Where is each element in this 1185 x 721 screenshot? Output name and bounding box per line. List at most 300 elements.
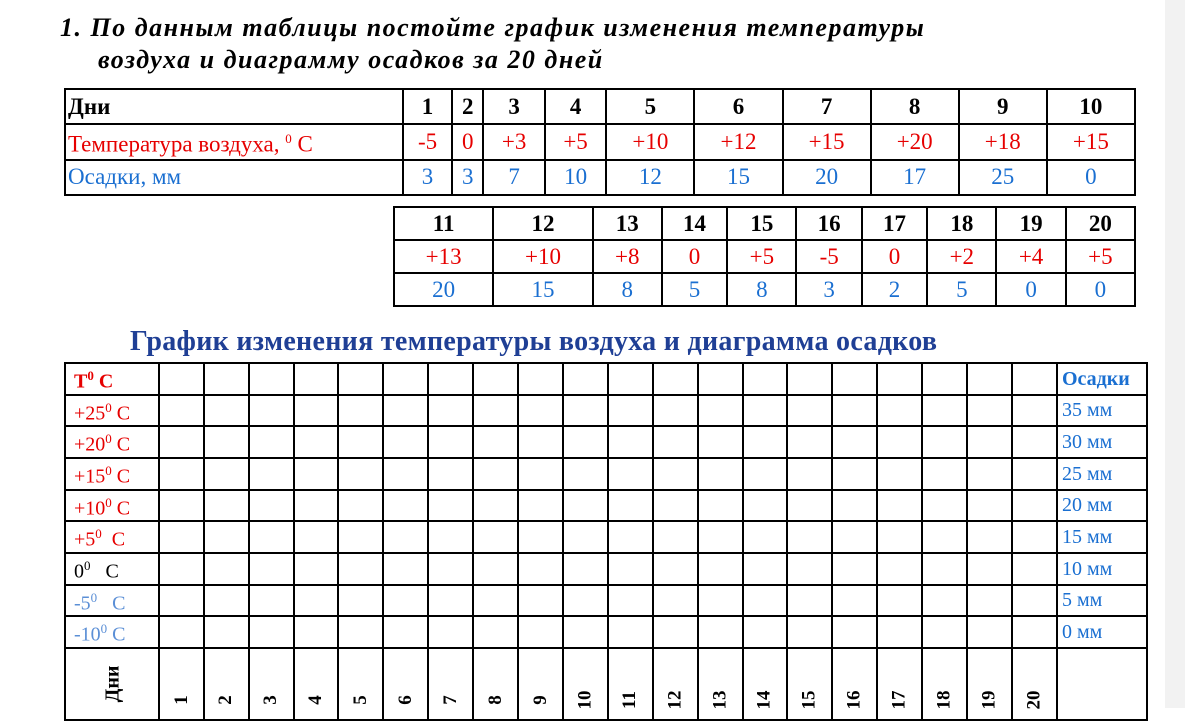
grid-cell [518, 426, 563, 458]
day-cell: 19 [996, 207, 1065, 240]
grid-cell [922, 585, 967, 617]
grid-cell [563, 521, 608, 553]
grid-cell [832, 490, 877, 522]
grid-cell [428, 521, 473, 553]
precip-cell: 0 [1066, 273, 1135, 306]
temp-cell: +15 [1047, 124, 1135, 160]
grid-cell [608, 363, 653, 395]
day-axis-cell: 15 [787, 648, 832, 720]
grid-cell [473, 395, 518, 427]
grid-cell [743, 458, 788, 490]
precip-cell: 8 [727, 273, 796, 306]
grid-row [65, 585, 1147, 617]
precipitation-axis-label: 10 мм [1057, 553, 1147, 585]
grid-cell [563, 458, 608, 490]
grid-header-row [65, 363, 1147, 395]
grid-cell [608, 490, 653, 522]
grid-cell [204, 363, 249, 395]
grid-cell [787, 363, 832, 395]
grid-cell [653, 395, 698, 427]
grid-cell [563, 395, 608, 427]
grid-cell [159, 490, 204, 522]
grid-cell [1012, 553, 1057, 585]
precipitation-axis-label: 30 мм [1057, 426, 1147, 458]
grid-cell [338, 458, 383, 490]
day-axis-cell: 19 [967, 648, 1012, 720]
grid-cell [473, 585, 518, 617]
temp-cell: +18 [959, 124, 1047, 160]
temp-cell: +13 [394, 240, 493, 273]
grid-cell [698, 363, 743, 395]
precip-cell: 17 [871, 160, 959, 195]
grid-cell [922, 616, 967, 648]
grid-cell [653, 521, 698, 553]
grid-cell [249, 490, 294, 522]
grid-row [65, 553, 1147, 585]
grid-cell [1012, 585, 1057, 617]
days-header: Дни [65, 89, 403, 124]
grid-cell [967, 553, 1012, 585]
day-cell: 15 [727, 207, 796, 240]
day-axis-cell: 11 [608, 648, 653, 720]
grid-cell [249, 426, 294, 458]
grid-cell [473, 521, 518, 553]
temperature-axis-label: $0^0$ С [65, 553, 159, 585]
grid-cell [473, 553, 518, 585]
grid-cell [383, 458, 428, 490]
grid-cell [698, 521, 743, 553]
precipitation-axis-label: 5 мм [1057, 585, 1147, 617]
grid-cell [1012, 490, 1057, 522]
grid-row [65, 490, 1147, 522]
grid-cell [653, 616, 698, 648]
grid-cell [832, 521, 877, 553]
grid-cell [338, 521, 383, 553]
grid-cell [967, 426, 1012, 458]
temp-cell: +15 [783, 124, 871, 160]
grid-cell [204, 585, 249, 617]
grid-cell [877, 490, 922, 522]
grid-cell [294, 616, 339, 648]
grid-cell [294, 363, 339, 395]
temp-cell: +2 [927, 240, 996, 273]
grid-cell [1012, 363, 1057, 395]
grid-row [65, 521, 1147, 553]
grid-cell [743, 553, 788, 585]
precip-cell: 3 [452, 160, 483, 195]
grid-cell [518, 458, 563, 490]
day-axis-cell: 10 [563, 648, 608, 720]
grid-cell [877, 521, 922, 553]
precip-cell: 25 [959, 160, 1047, 195]
temperature-axis-header: $Т^0$ С [65, 363, 159, 395]
grid-cell [608, 616, 653, 648]
grid-cell [698, 490, 743, 522]
grid-cell [743, 490, 788, 522]
grid-cell [787, 395, 832, 427]
grid-cell [294, 585, 339, 617]
grid-cell [743, 395, 788, 427]
grid-corner-cell [1057, 648, 1147, 720]
grid-cell [473, 363, 518, 395]
grid-cell [204, 521, 249, 553]
table-row-temperature [394, 240, 1135, 273]
precip-cell: 5 [662, 273, 727, 306]
grid-cell [473, 490, 518, 522]
grid-row [65, 458, 1147, 490]
grid-cell [159, 426, 204, 458]
grid-cell [787, 458, 832, 490]
precipitation-header: Осадки, мм [65, 160, 403, 195]
grid-cell [159, 585, 204, 617]
grid-cell [338, 585, 383, 617]
temp-cell: +12 [694, 124, 782, 160]
grid-cell [563, 363, 608, 395]
grid-cell [473, 426, 518, 458]
days-axis-label: Дни [65, 648, 159, 720]
day-axis-cell: 9 [518, 648, 563, 720]
grid-cell [967, 616, 1012, 648]
grid-cell [563, 426, 608, 458]
grid-cell [383, 363, 428, 395]
grid-cell [473, 616, 518, 648]
precipitation-axis-label: 15 мм [1057, 521, 1147, 553]
temp-cell: +10 [606, 124, 694, 160]
grid-cell [787, 553, 832, 585]
grid-cell [383, 553, 428, 585]
grid-cell [204, 616, 249, 648]
grid-cell [787, 616, 832, 648]
grid-cell [608, 521, 653, 553]
day-cell: 12 [493, 207, 592, 240]
grid-row [65, 395, 1147, 427]
grid-cell [204, 553, 249, 585]
day-axis-cell: 5 [338, 648, 383, 720]
day-cell: 1 [403, 89, 452, 124]
grid-cell [518, 521, 563, 553]
day-axis-cell: 16 [832, 648, 877, 720]
grid-cell [1012, 395, 1057, 427]
chart-title: График изменения температуры воздуха и диаграмма осадков [130, 326, 938, 357]
temp-cell: +3 [483, 124, 544, 160]
day-axis-cell: 4 [294, 648, 339, 720]
grid-cell [338, 490, 383, 522]
grid-cell [1012, 426, 1057, 458]
grid-cell [249, 395, 294, 427]
grid-cell [518, 490, 563, 522]
grid-cell [563, 585, 608, 617]
temp-cell: +8 [593, 240, 662, 273]
temperature-axis-label: $-10^0$ С [65, 616, 159, 648]
temp-cell: +5 [1066, 240, 1135, 273]
table-row-days [394, 207, 1135, 240]
day-cell: 3 [483, 89, 544, 124]
day-axis-cell: 20 [1012, 648, 1057, 720]
grid-cell [383, 426, 428, 458]
grid-cell [653, 585, 698, 617]
day-cell: 17 [862, 207, 927, 240]
grid-cell [653, 490, 698, 522]
grid-cell [428, 395, 473, 427]
grid-cell [922, 458, 967, 490]
temp-cell: +20 [871, 124, 959, 160]
temperature-axis-label: $+10^0$ С [65, 490, 159, 522]
day-cell: 9 [959, 89, 1047, 124]
grid-cell [1012, 458, 1057, 490]
grid-cell [338, 616, 383, 648]
grid-cell [294, 521, 339, 553]
temp-cell: -5 [796, 240, 861, 273]
day-axis-cell: 14 [743, 648, 788, 720]
day-cell: 5 [606, 89, 694, 124]
grid-cell [608, 585, 653, 617]
grid-cell [159, 616, 204, 648]
grid-cell [787, 426, 832, 458]
grid-cell [518, 395, 563, 427]
grid-cell [608, 395, 653, 427]
table-row-temperature [65, 124, 1135, 160]
day-axis-cell: 2 [204, 648, 249, 720]
precipitation-axis-label: 0 мм [1057, 616, 1147, 648]
grid-cell [698, 616, 743, 648]
grid-cell [743, 521, 788, 553]
day-cell: 14 [662, 207, 727, 240]
grid-cell [473, 458, 518, 490]
grid-cell [204, 458, 249, 490]
grid-cell [698, 458, 743, 490]
precip-cell: 7 [483, 160, 544, 195]
temp-cell: 0 [862, 240, 927, 273]
data-table-days-11-20 [393, 206, 1136, 307]
grid-cell [428, 490, 473, 522]
grid-days-row [65, 648, 1147, 720]
temperature-axis-label: $+5^0$ С [65, 521, 159, 553]
grid-cell [563, 616, 608, 648]
precip-cell: 2 [862, 273, 927, 306]
grid-cell [294, 553, 339, 585]
grid-cell [518, 553, 563, 585]
grid-cell [428, 426, 473, 458]
precip-cell: 3 [796, 273, 861, 306]
precip-cell: 8 [593, 273, 662, 306]
grid-cell [743, 363, 788, 395]
grid-cell [922, 363, 967, 395]
grid-cell [428, 363, 473, 395]
grid-cell [922, 395, 967, 427]
precip-cell: 0 [996, 273, 1065, 306]
precip-cell: 20 [394, 273, 493, 306]
grid-row [65, 616, 1147, 648]
grid-cell [922, 521, 967, 553]
temperature-axis-label: $-5^0$ С [65, 585, 159, 617]
day-cell: 13 [593, 207, 662, 240]
precipitation-axis-header: Осадки [1057, 363, 1147, 395]
day-cell: 20 [1066, 207, 1135, 240]
grid-cell [967, 490, 1012, 522]
day-cell: 11 [394, 207, 493, 240]
grid-cell [698, 553, 743, 585]
grid-cell [608, 553, 653, 585]
grid-cell [967, 585, 1012, 617]
precip-cell: 15 [493, 273, 592, 306]
grid-cell [383, 616, 428, 648]
grid-cell [159, 553, 204, 585]
grid-cell [743, 426, 788, 458]
task-title [60, 12, 1160, 76]
day-cell: 16 [796, 207, 861, 240]
grid-cell [294, 395, 339, 427]
precip-cell: 5 [927, 273, 996, 306]
grid-cell [383, 521, 428, 553]
grid-cell [249, 458, 294, 490]
day-cell: 18 [927, 207, 996, 240]
grid-cell [832, 395, 877, 427]
grid-cell [428, 616, 473, 648]
grid-cell [743, 616, 788, 648]
grid-cell [428, 553, 473, 585]
day-axis-cell: 8 [473, 648, 518, 720]
grid-cell [249, 363, 294, 395]
grid-cell [338, 426, 383, 458]
grid-cell [159, 363, 204, 395]
grid-cell [249, 521, 294, 553]
table-row-precipitation [394, 273, 1135, 306]
table-row-precipitation [65, 160, 1135, 195]
temperature-axis-label: $+25^0$ С [65, 395, 159, 427]
grid-cell [518, 363, 563, 395]
grid-cell [832, 585, 877, 617]
precip-cell: 15 [694, 160, 782, 195]
grid-cell [518, 585, 563, 617]
temperature-axis-label: $+20^0$ С [65, 426, 159, 458]
grid-cell [698, 426, 743, 458]
grid-cell [608, 426, 653, 458]
grid-cell [383, 585, 428, 617]
grid-cell [787, 585, 832, 617]
grid-cell [159, 395, 204, 427]
grid-cell [922, 553, 967, 585]
grid-row [65, 426, 1147, 458]
grid-cell [294, 490, 339, 522]
day-axis-cell: 17 [877, 648, 922, 720]
grid-cell [204, 490, 249, 522]
grid-cell [383, 395, 428, 427]
day-cell: 10 [1047, 89, 1135, 124]
grid-cell [338, 553, 383, 585]
grid-cell [653, 363, 698, 395]
temp-cell: -5 [403, 124, 452, 160]
grid-cell [249, 616, 294, 648]
grid-cell [787, 521, 832, 553]
day-cell: 7 [783, 89, 871, 124]
grid-cell [967, 458, 1012, 490]
grid-cell [877, 458, 922, 490]
grid-cell [608, 458, 653, 490]
temp-cell: 0 [662, 240, 727, 273]
grid-cell [832, 616, 877, 648]
grid-cell [653, 426, 698, 458]
grid-cell [428, 585, 473, 617]
grid-cell [518, 616, 563, 648]
grid-cell [787, 490, 832, 522]
temp-cell: +5 [545, 124, 606, 160]
temperature-axis-label: $+15^0$ С [65, 458, 159, 490]
grid-cell [249, 585, 294, 617]
grid-cell [877, 616, 922, 648]
grid-cell [832, 458, 877, 490]
grid-cell [832, 426, 877, 458]
grid-cell [1012, 521, 1057, 553]
day-axis-cell: 13 [698, 648, 743, 720]
grid-cell [204, 426, 249, 458]
grid-cell [249, 553, 294, 585]
day-axis-cell: 12 [653, 648, 698, 720]
precip-cell: 0 [1047, 160, 1135, 195]
precip-cell: 10 [545, 160, 606, 195]
data-table-days-1-10 [64, 88, 1136, 196]
grid-cell [877, 585, 922, 617]
day-cell: 8 [871, 89, 959, 124]
grid-cell [877, 363, 922, 395]
temp-cell: 0 [452, 124, 483, 160]
chart-grid [64, 362, 1148, 721]
grid-cell [743, 585, 788, 617]
grid-cell [1012, 616, 1057, 648]
grid-cell [877, 426, 922, 458]
precip-cell: 12 [606, 160, 694, 195]
grid-cell [877, 553, 922, 585]
grid-cell [922, 426, 967, 458]
page-edge-strip [1165, 0, 1185, 708]
grid-cell [294, 426, 339, 458]
grid-cell [967, 395, 1012, 427]
grid-cell [877, 395, 922, 427]
grid-cell [428, 458, 473, 490]
day-axis-cell: 7 [428, 648, 473, 720]
precipitation-axis-label: 20 мм [1057, 490, 1147, 522]
grid-cell [653, 553, 698, 585]
precipitation-axis-label: 35 мм [1057, 395, 1147, 427]
grid-cell [832, 363, 877, 395]
grid-cell [159, 458, 204, 490]
day-axis-cell: 1 [159, 648, 204, 720]
grid-cell [563, 553, 608, 585]
grid-cell [338, 395, 383, 427]
grid-cell [922, 490, 967, 522]
grid-cell [563, 490, 608, 522]
grid-cell [653, 458, 698, 490]
grid-cell [698, 585, 743, 617]
grid-cell [204, 395, 249, 427]
grid-cell [383, 490, 428, 522]
temperature-header: Температура воздуха, $^0$ С [65, 124, 403, 160]
day-cell: 4 [545, 89, 606, 124]
precip-cell: 20 [783, 160, 871, 195]
task-title-line2: воздуха и диаграмму осадков за 20 дней [98, 45, 604, 74]
grid-cell [294, 458, 339, 490]
temp-cell: +5 [727, 240, 796, 273]
grid-cell [159, 521, 204, 553]
day-axis-cell: 18 [922, 648, 967, 720]
day-axis-cell: 6 [383, 648, 428, 720]
precip-cell: 3 [403, 160, 452, 195]
task-title-line1: 1. По данным таблицы постойте график изменения температуры [60, 13, 926, 42]
temp-cell: +10 [493, 240, 592, 273]
grid-cell [967, 363, 1012, 395]
grid-cell [832, 553, 877, 585]
temp-cell: +4 [996, 240, 1065, 273]
grid-cell [338, 363, 383, 395]
